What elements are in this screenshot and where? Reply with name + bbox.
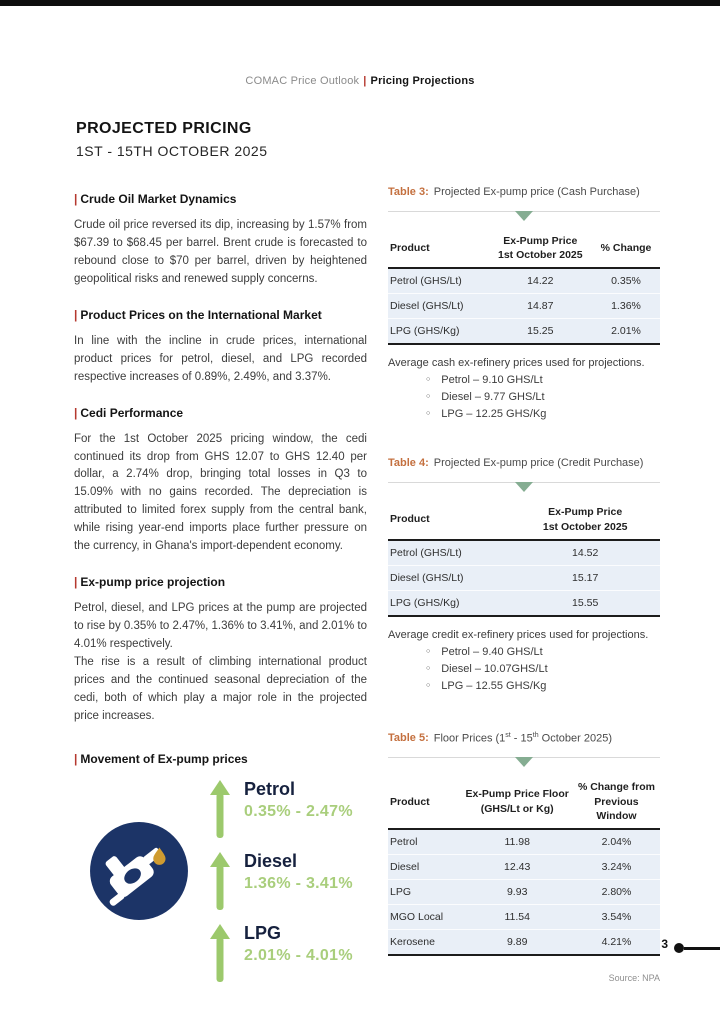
intl-paragraph: In line with the incline in crude prices, international product prices for petrol, diesel, and LPG recorded respective increases of 0.89%, 2.49%, and 3.37%. <box>74 334 367 383</box>
heading-pipe: | <box>74 307 78 322</box>
table3-caption <box>388 186 660 198</box>
section-heading-label: Product Prices on the International Market <box>80 307 322 322</box>
floor-prices-table <box>388 775 660 956</box>
list-item: ○ LPG – 12.55 GHS/Kg <box>426 680 660 692</box>
table3-note: Average cash ex-refinery prices used for projections. <box>388 357 645 370</box>
table-header-row <box>388 500 660 539</box>
col-product: Product <box>390 242 430 255</box>
table4-bullet-list <box>426 646 660 692</box>
expump-paragraph-2: The rise is a result of climbing international product prices and the continued seasonal depreciation of the cedi, both of which play a major role in the projected price increases. <box>74 655 367 722</box>
section-heading-crude <box>74 192 367 206</box>
up-arrow-icon <box>210 852 230 910</box>
list-item: ○ Diesel – 10.07GHS/Lt <box>426 663 660 675</box>
page-number: 3 <box>661 937 668 951</box>
table4-label: Table 4: <box>388 457 429 470</box>
col-pct-change: % Change <box>600 242 652 255</box>
movement-product: Petrol <box>244 778 296 799</box>
section-heading-expump <box>74 575 367 589</box>
table3-label: Table 3: <box>388 186 429 198</box>
running-header <box>0 75 720 87</box>
table-row: MGO Local 11.54 3.54% <box>388 904 660 929</box>
up-arrow-icon <box>210 924 230 982</box>
table3-divider <box>388 211 660 225</box>
triangle-down-icon <box>515 211 533 221</box>
table-row: LPG (GHS/Kg) 15.55 <box>388 590 660 616</box>
left-column <box>74 192 367 1008</box>
table4-divider <box>388 482 660 496</box>
cash-purchase-table <box>388 229 660 345</box>
movement-item-petrol <box>210 780 353 838</box>
table4-note: Average credit ex-refinery prices used for projections. <box>388 628 649 641</box>
col-pct-change-window: % Change from Previous Window <box>577 781 655 822</box>
list-item: ○ LPG – 12.25 GHS/Kg <box>426 408 660 420</box>
col-expump-price: Ex-Pump Price 1st October 2025 <box>497 235 583 262</box>
table5-divider <box>388 757 660 771</box>
footer-line <box>684 947 720 950</box>
list-item: ○ Petrol – 9.40 GHS/Lt <box>426 646 660 658</box>
col-floor-price: Ex-Pump Price Floor (GHS/Lt or Kg) <box>465 788 569 815</box>
table-row: LPG (GHS/Kg) 15.25 2.01% <box>388 319 660 345</box>
running-header-left: COMAC Price Outlook <box>245 75 360 87</box>
table-header-row <box>388 229 660 268</box>
table-row: Diesel 12.43 3.24% <box>388 854 660 879</box>
movement-product: Diesel <box>244 850 298 871</box>
header-separator: | <box>363 75 367 87</box>
page-title-block <box>76 120 268 159</box>
col-product: Product <box>390 795 430 808</box>
list-item: ○ Petrol – 9.10 GHS/Lt <box>426 374 660 386</box>
table3-bullet-list <box>426 374 660 420</box>
table-row: Diesel (GHS/Lt) 14.87 1.36% <box>388 294 660 319</box>
table-row: Kerosene 9.89 4.21% <box>388 929 660 955</box>
section-heading-label: Ex-pump price projection <box>80 575 226 590</box>
table-row: Petrol (GHS/Lt) 14.52 <box>388 540 660 566</box>
footer-dot <box>674 943 684 953</box>
heading-pipe: | <box>74 751 78 766</box>
right-column <box>388 186 660 992</box>
section-heading-label: Movement of Ex-pump prices <box>80 751 248 766</box>
movement-product: LPG <box>244 922 282 943</box>
list-item: ○ Diesel – 9.77 GHS/Lt <box>426 391 660 403</box>
fuel-pump-icon <box>88 820 190 922</box>
heading-pipe: | <box>74 575 78 590</box>
expump-movement-infographic <box>74 780 367 1008</box>
triangle-down-icon <box>515 482 533 492</box>
heading-pipe: | <box>74 192 78 206</box>
movement-range: 2.01% - 4.01% <box>244 947 353 965</box>
section-heading-cedi <box>74 406 367 420</box>
movement-range: 1.36% - 3.41% <box>244 875 353 893</box>
triangle-down-icon <box>515 757 533 767</box>
page-footer <box>661 937 720 955</box>
section-heading-movement <box>74 752 367 766</box>
source-attribution: Source: NPA <box>608 972 660 983</box>
section-heading-intl <box>74 308 367 322</box>
table4-caption <box>388 457 660 469</box>
heading-pipe: | <box>74 405 78 420</box>
page-subtitle: 1ST - 15TH OCTOBER 2025 <box>76 143 268 159</box>
movement-range: 0.35% - 2.47% <box>244 803 353 821</box>
top-border-bar <box>0 0 720 6</box>
col-expump-price: Ex-Pump Price 1st October 2025 <box>542 506 628 533</box>
table-header-row <box>388 775 660 829</box>
page-title: PROJECTED PRICING <box>76 120 252 137</box>
movement-item-lpg <box>210 924 353 982</box>
section-heading-label: Crude Oil Market Dynamics <box>80 192 237 206</box>
up-arrow-icon <box>210 780 230 838</box>
cedi-paragraph: For the 1st October 2025 pricing window, the cedi continued its drop from GHS 12.07 to GHS 12.40 per dollar, a 2.74% drop, bringing total losses in Q3 to 15.09% with no gains recorded. The depreciation is attributed to limited forex supply from the central bank, while rising year-end imports place further pressure on the currency, in Ghana's import-dependent economy. <box>74 432 367 553</box>
table-row: Petrol (GHS/Lt) 14.22 0.35% <box>388 268 660 294</box>
table3-caption-text: Projected Ex-pump price (Cash Purchase) <box>433 186 640 198</box>
col-product: Product <box>390 513 430 526</box>
table-row: Petrol 11.98 2.04% <box>388 829 660 855</box>
section-heading-label: Cedi Performance <box>80 405 184 420</box>
table-row: LPG 9.93 2.80% <box>388 879 660 904</box>
expump-paragraph-1: Petrol, diesel, and LPG prices at the pump are projected to rise by 0.35% to 2.47%, 1.36% to 3.41%, and 2.01% to 4.01% respectively. <box>74 602 367 650</box>
credit-purchase-table <box>388 500 660 616</box>
table-row: Diesel (GHS/Lt) 15.17 <box>388 565 660 590</box>
table4-caption-text: Projected Ex-pump price (Credit Purchase) <box>433 457 644 470</box>
movement-item-diesel <box>210 852 353 910</box>
running-header-right: Pricing Projections <box>370 75 475 87</box>
table5-caption: Table 5: Floor Prices (1st - 15th October 2025) <box>388 731 612 745</box>
crude-paragraph: Crude oil price reversed its dip, increasing by 1.57% from $67.39 to $68.45 per barrel. Brent crude is forecasted to rebound close to $70 per barrel, driven by heightened geopolitical risks and renewed supply concerns. <box>74 219 367 285</box>
table5-label: Table 5: <box>388 732 429 745</box>
